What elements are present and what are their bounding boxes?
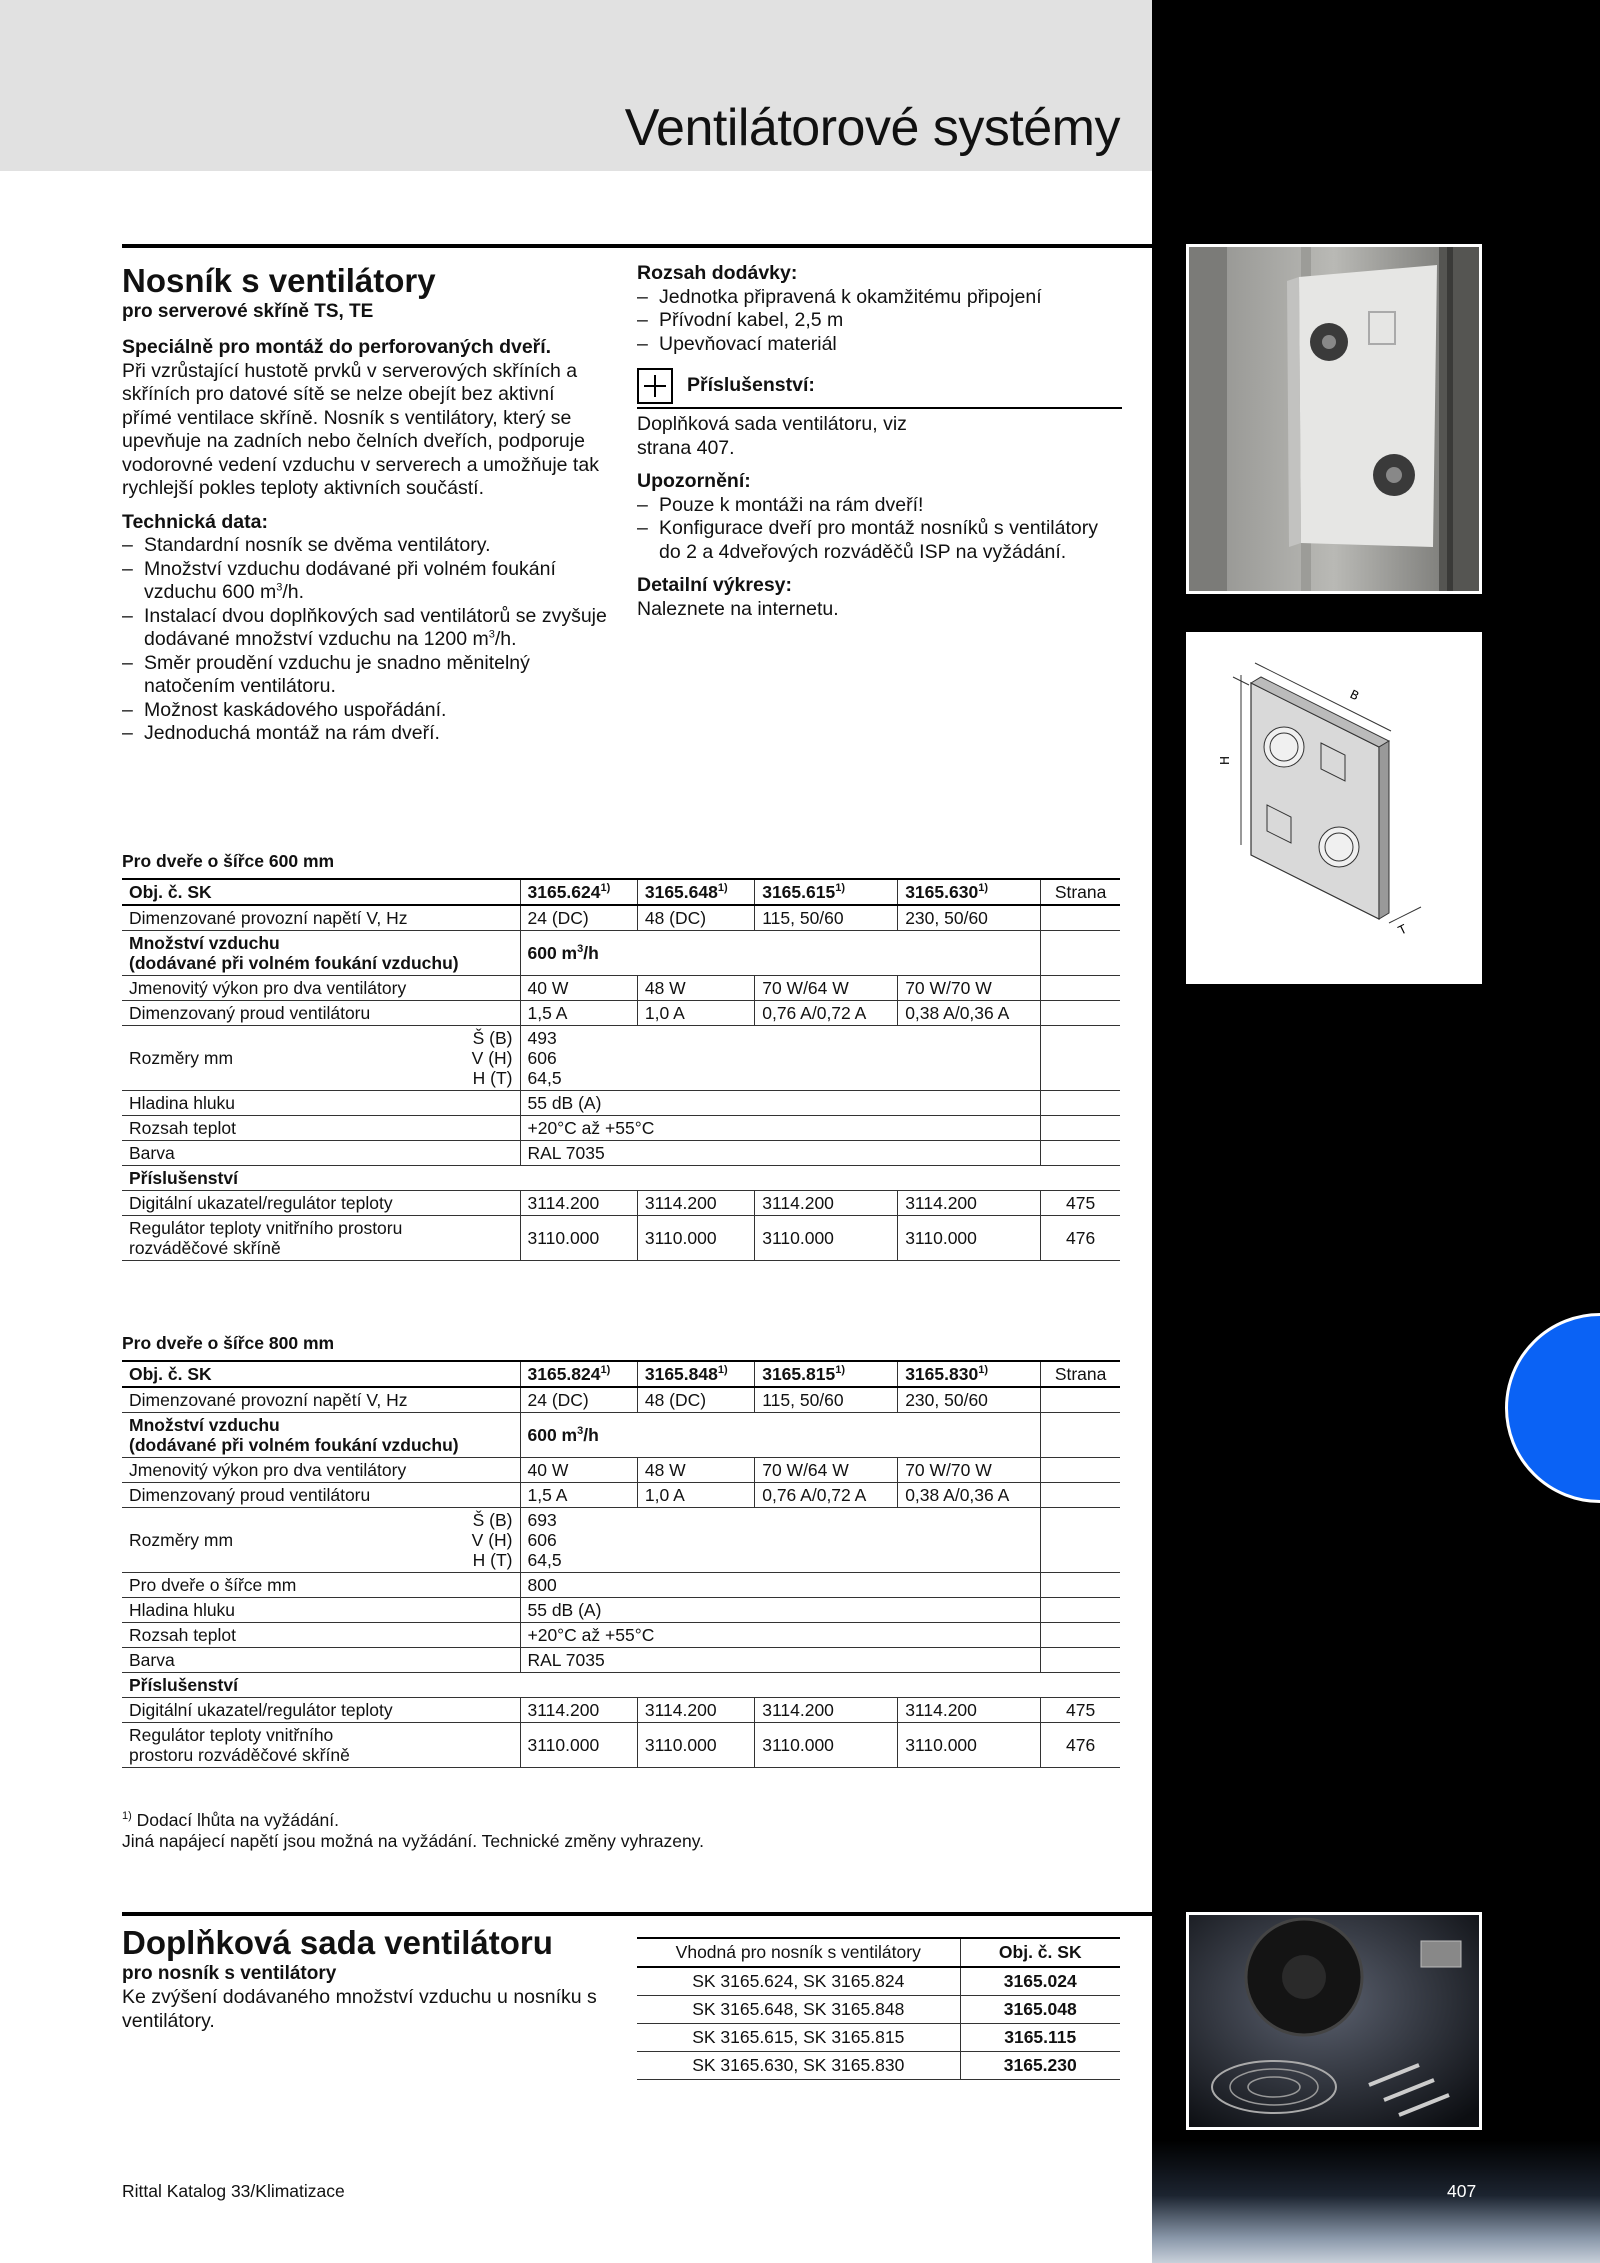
table-row: [637, 1996, 1120, 2024]
table-cell: 3110.000: [898, 1216, 1041, 1261]
tech-data-list: [122, 534, 607, 746]
table-cell: 48 (DC): [637, 905, 754, 931]
table-cell: RAL 7035: [520, 1141, 1041, 1166]
product-photo-fan-kit: [1186, 1912, 1482, 2130]
table-cell: [1041, 1623, 1120, 1648]
kit-table: [637, 1937, 1120, 2080]
table-cell: RAL 7035: [520, 1648, 1041, 1673]
accessory-text: Doplňková sada ventilátoru, viz strana 407.: [637, 413, 907, 459]
footnote-2: Jiná napájecí napětí jsou možná na vyžádání. Technické změny vyhrazeny.: [122, 1831, 705, 1851]
table-row: [122, 1413, 1120, 1458]
table-cell: 3165.630$^{1)}$: [898, 879, 1041, 905]
table-cell: Strana: [1041, 1361, 1120, 1387]
table-cell: 0,38 A/0,36 A: [898, 1001, 1041, 1026]
table-cell: Dimenzovaný proud ventilátoru: [122, 1483, 520, 1508]
product-intro: [122, 262, 607, 746]
table-cell: Regulátor teploty vnitřního prostoru rozváděčové skříně: [122, 1723, 520, 1768]
table-row: [637, 1938, 1120, 1967]
table-cell: 3165.615$^{1)}$: [755, 879, 898, 905]
note-heading: Upozornění:: [637, 470, 751, 492]
table-cell: 115, 50/60: [755, 1387, 898, 1413]
table-800-caption: Pro dveře o šířce 800 mm: [122, 1333, 335, 1353]
kit-intro: [122, 1924, 602, 2033]
table-cell: SK 3165.630, SK 3165.830: [637, 2052, 960, 2080]
table-cell: Digitální ukazatel/regulátor teploty: [122, 1698, 520, 1723]
table-cell: 0,38 A/0,36 A: [898, 1483, 1041, 1508]
table-cell: Obj. č. SK: [122, 879, 520, 905]
table-cell: 3165.824$^{1)}$: [520, 1361, 637, 1387]
table-row: [637, 1967, 1120, 1996]
table-row: [122, 1091, 1120, 1116]
table-cell: 70 W/64 W: [755, 976, 898, 1001]
table-cell: 3114.200: [520, 1191, 637, 1216]
page-number: 407: [1447, 2181, 1477, 2201]
table-cell: [1041, 1001, 1120, 1026]
table-row: [122, 1723, 1120, 1768]
table-cell: Digitální ukazatel/regulátor teploty: [122, 1191, 520, 1216]
table-row: [122, 1026, 1120, 1091]
table-cell: 1,0 A: [637, 1483, 754, 1508]
table-cell: Obj. č. SK: [122, 1361, 520, 1387]
table-row: [122, 976, 1120, 1001]
table-cell: [1041, 1573, 1120, 1598]
note-list: [637, 494, 1122, 565]
table-cell: 3110.000: [520, 1216, 637, 1261]
list-item: – Standardní nosník se dvěma ventilátory.: [122, 534, 607, 558]
table-cell: 3110.000: [520, 1723, 637, 1768]
table-cell: 3110.000: [898, 1723, 1041, 1768]
table-cell: Rozsah teplot: [122, 1623, 520, 1648]
table-row: [637, 2052, 1120, 2080]
table-row: [122, 1166, 1120, 1191]
table-cell: [1041, 1116, 1120, 1141]
table-cell: 693 606 64,5: [520, 1508, 1041, 1573]
table-cell: 3165.230: [960, 2052, 1120, 2080]
table-cell: Dimenzované provozní napětí V, Hz: [122, 905, 520, 931]
list-item: – Upevňovací materiál: [637, 333, 1122, 357]
table-cell: +20°C až +55°C: [520, 1623, 1041, 1648]
section-rule: [122, 244, 1152, 248]
table-row: [122, 1001, 1120, 1026]
table-cell: 24 (DC): [520, 1387, 637, 1413]
table-cell: 3110.000: [637, 1216, 754, 1261]
table-row: [122, 1191, 1120, 1216]
table-row: [122, 1598, 1120, 1623]
table-row: [122, 1648, 1120, 1673]
table-cell: Jmenovitý výkon pro dva ventilátory: [122, 1458, 520, 1483]
plus-icon: [637, 368, 673, 404]
table-cell: 3114.200: [898, 1191, 1041, 1216]
table-cell: 70 W/70 W: [898, 1458, 1041, 1483]
product-details: [637, 262, 1122, 621]
table-cell: [1041, 1483, 1120, 1508]
table-cell: [1041, 1598, 1120, 1623]
table-cell: 3165.848$^{1)}$: [637, 1361, 754, 1387]
table-cell: Obj. č. SK: [960, 1938, 1120, 1967]
kit-subtitle: pro nosník s ventilátory: [122, 1963, 337, 1984]
table-cell: SK 3165.624, SK 3165.824: [637, 1967, 960, 1996]
table-cell: 3110.000: [755, 1216, 898, 1261]
lead-text: Při vzrůstající hustotě prvků v serverových skříních a skříních pro datové sítě se nelze obejít bez aktivní přímé ventilace skříně. Nosník s ventilátory, který se upevňuje na zadních nebo čelních dveřích, podporuje vodorovné vedení vzduchu v serverech a umožňuje tak rychlejší pokles teploty aktivních součástí.: [122, 359, 599, 499]
table-cell: 3165.815$^{1)}$: [755, 1361, 898, 1387]
footnote-1: $^{1)}$ Dodací lhůta na vyžádání.: [122, 1810, 339, 1830]
dim-label-t: T: [1396, 921, 1409, 938]
table-cell: Rozsah teplot: [122, 1116, 520, 1141]
table-cell: 3114.200: [755, 1191, 898, 1216]
table-cell: 3165.624$^{1)}$: [520, 879, 637, 905]
drawings-heading: Detailní výkresy:: [637, 574, 793, 596]
product-title: Nosník s ventilátory: [122, 262, 436, 299]
table-cell: Jmenovitý výkon pro dva ventilátory: [122, 976, 520, 1001]
table-row: [122, 1361, 1120, 1387]
table-cell: [1041, 1026, 1120, 1091]
table-cell: +20°C až +55°C: [520, 1116, 1041, 1141]
kit-title: Doplňková sada ventilátoru: [122, 1924, 553, 1961]
table-cell: 40 W: [520, 1458, 637, 1483]
table-cell: [1041, 1413, 1120, 1458]
table-cell: 800: [520, 1573, 1041, 1598]
table-cell: 1,5 A: [520, 1001, 637, 1026]
table-row: [122, 1508, 1120, 1573]
list-item: – Jednoduchá montáž na rám dveří.: [122, 722, 607, 746]
table-cell: 40 W: [520, 976, 637, 1001]
table-row: [122, 905, 1120, 931]
table-cell: [1041, 1508, 1120, 1573]
table-600-caption: Pro dveře o šířce 600 mm: [122, 851, 335, 871]
list-item: – Pouze k montáži na rám dveří!: [637, 494, 1122, 518]
tech-data-heading: Technická data:: [122, 510, 268, 533]
list-item: – Konfigurace dveří pro montáž nosníků s ventilátory do 2 a 4dveřových rozváděčů ISP na vyžádání.: [637, 517, 1122, 564]
page-title: Ventilátorové systémy: [624, 99, 1120, 157]
table-cell: Strana: [1041, 879, 1120, 905]
scope-heading: Rozsah dodávky:: [637, 262, 798, 284]
table-cell: 3110.000: [755, 1723, 898, 1768]
table-cell: 70 W/64 W: [755, 1458, 898, 1483]
table-row: [122, 1458, 1120, 1483]
accessory-heading: Příslušenství:: [687, 374, 815, 397]
table-cell: Dimenzovaný proud ventilátoru: [122, 1001, 520, 1026]
table-cell: 3114.200: [637, 1191, 754, 1216]
footer-catalog: Rittal Katalog 33/Klimatizace: [122, 2181, 345, 2201]
table-row: [122, 1387, 1120, 1413]
table-row: [122, 1216, 1120, 1261]
table-cell: 55 dB (A): [520, 1091, 1041, 1116]
table-cell: 230, 50/60: [898, 905, 1041, 931]
table-row: [122, 1116, 1120, 1141]
table-cell: 3114.200: [637, 1698, 754, 1723]
table-cell: [1041, 905, 1120, 931]
table-cell: 48 W: [637, 976, 754, 1001]
accessory-heading-row: [637, 368, 1122, 409]
table-cell: 600 $m^3/h$: [520, 931, 1041, 976]
table-cell: SK 3165.615, SK 3165.815: [637, 2024, 960, 2052]
table-cell: 48 (DC): [637, 1387, 754, 1413]
kit-text: Ke zvýšení dodávaného množství vzduchu u nosníku s ventilátory.: [122, 1986, 597, 2032]
table-cell: SK 3165.648, SK 3165.848: [637, 1996, 960, 2024]
lead-heading: Speciálně pro montáž do perforovaných dveří.: [122, 336, 552, 358]
dim-label-h: H: [1218, 755, 1232, 765]
table-row: [122, 931, 1120, 976]
table-row: [122, 1673, 1120, 1698]
table-row: [122, 1573, 1120, 1598]
table-cell: Rozměry mm Š (B) V (H) H (T): [122, 1508, 520, 1573]
table-cell: 475: [1041, 1191, 1120, 1216]
table-cell: 55 dB (A): [520, 1598, 1041, 1623]
table-cell: 1,0 A: [637, 1001, 754, 1026]
table-cell: 3165.115: [960, 2024, 1120, 2052]
table-cell: 3165.648$^{1)}$: [637, 879, 754, 905]
table-cell: 600 $m^3/h$: [520, 1413, 1041, 1458]
table-cell: 3165.048: [960, 1996, 1120, 2024]
table-cell: 3165.024: [960, 1967, 1120, 1996]
table-cell: Množství vzduchu (dodávané při volném foukání vzduchu): [122, 931, 520, 976]
table-cell: [1041, 1458, 1120, 1483]
fan-kit-photo-icon: [1189, 1915, 1479, 2127]
table-cell: [1041, 1648, 1120, 1673]
table-cell: Příslušenství: [122, 1166, 1120, 1191]
table-cell: [1041, 976, 1120, 1001]
table-cell: Množství vzduchu (dodávané při volném foukání vzduchu): [122, 1413, 520, 1458]
list-item: – Možnost kaskádového uspořádání.: [122, 699, 607, 723]
dimension-drawing-icon: [1189, 635, 1479, 981]
table-row: [122, 1623, 1120, 1648]
dimension-drawing: [1186, 632, 1482, 984]
scope-list: [637, 286, 1122, 357]
table-cell: 476: [1041, 1723, 1120, 1768]
footnotes: [122, 1810, 704, 1852]
table-cell: Dimenzované provozní napětí V, Hz: [122, 1387, 520, 1413]
list-item: – Směr proudění vzduchu je snadno měnitelný natočením ventilátoru.: [122, 652, 607, 699]
side-band-gradient: [1152, 2140, 1600, 2263]
list-item: – Množství vzduchu dodávané při volném foukání vzduchu 600 $m^3/h$.: [122, 558, 607, 605]
table-cell: 230, 50/60: [898, 1387, 1041, 1413]
table-cell: Pro dveře o šířce mm: [122, 1573, 520, 1598]
table-cell: Barva: [122, 1648, 520, 1673]
table-row: [122, 1698, 1120, 1723]
table-row: [122, 879, 1120, 905]
product-photo-fan-carrier: [1186, 244, 1482, 594]
table-cell: [1041, 931, 1120, 976]
table-cell: 48 W: [637, 1458, 754, 1483]
table-cell: 0,76 A/0,72 A: [755, 1001, 898, 1026]
spec-table-600: [122, 878, 1120, 1261]
table-cell: Hladina hluku: [122, 1091, 520, 1116]
table-cell: 1,5 A: [520, 1483, 637, 1508]
table-cell: [1041, 1387, 1120, 1413]
table-cell: 3114.200: [755, 1698, 898, 1723]
table-cell: Vhodná pro nosník s ventilátory: [637, 1938, 960, 1967]
table-row: [122, 1141, 1120, 1166]
table-cell: Regulátor teploty vnitřního prostoru rozváděčové skříně: [122, 1216, 520, 1261]
list-item: – Jednotka připravená k okamžitému připojení: [637, 286, 1122, 310]
list-item: – Instalací dvou doplňkových sad ventilátorů se zvyšuje dodávané množství vzduchu na 1200 $m^3/h$.: [122, 605, 607, 652]
table-cell: [1041, 1141, 1120, 1166]
list-item: – Přívodní kabel, 2,5 m: [637, 309, 1122, 333]
dim-label-b: B: [1347, 687, 1362, 704]
table-cell: 70 W/70 W: [898, 976, 1041, 1001]
table-cell: [1041, 1091, 1120, 1116]
table-cell: 115, 50/60: [755, 905, 898, 931]
spec-table-800: [122, 1360, 1120, 1768]
table-cell: Barva: [122, 1141, 520, 1166]
table-cell: 0,76 A/0,72 A: [755, 1483, 898, 1508]
table-cell: 24 (DC): [520, 905, 637, 931]
table-cell: Hladina hluku: [122, 1598, 520, 1623]
table-row: [122, 1483, 1120, 1508]
table-cell: 493 606 64,5: [520, 1026, 1041, 1091]
section-rule: [122, 1912, 1152, 1916]
fan-carrier-photo-icon: [1189, 247, 1479, 591]
table-cell: 3114.200: [520, 1698, 637, 1723]
table-cell: Příslušenství: [122, 1673, 1120, 1698]
table-cell: Rozměry mm Š (B) V (H) H (T): [122, 1026, 520, 1091]
table-cell: 475: [1041, 1698, 1120, 1723]
product-subtitle: pro serverové skříně TS, TE: [122, 301, 374, 322]
table-row: [637, 2024, 1120, 2052]
drawings-text: Naleznete na internetu.: [637, 597, 839, 620]
table-cell: 476: [1041, 1216, 1120, 1261]
table-cell: 3110.000: [637, 1723, 754, 1768]
table-cell: 3165.830$^{1)}$: [898, 1361, 1041, 1387]
table-cell: 3114.200: [898, 1698, 1041, 1723]
